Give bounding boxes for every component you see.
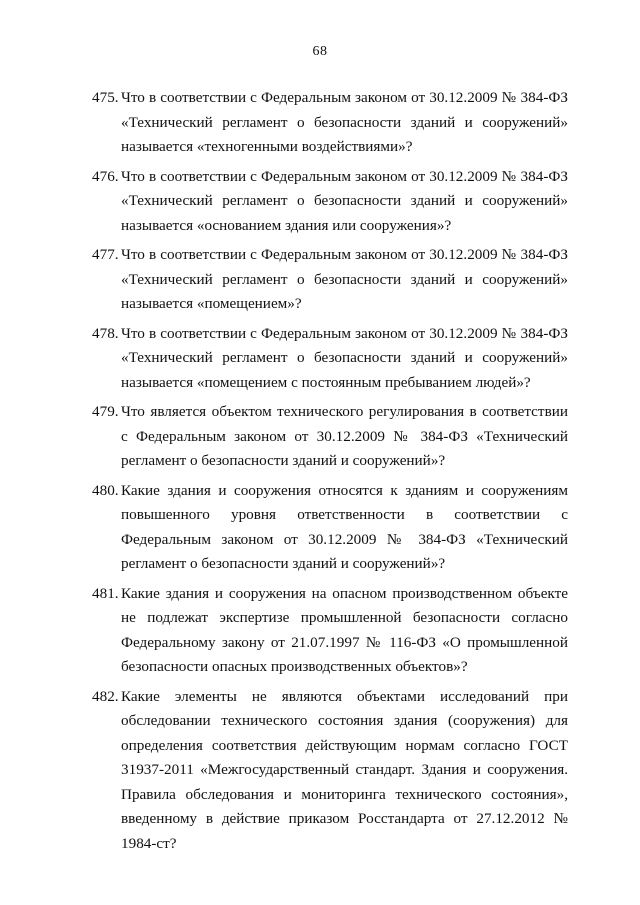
question-item <box>0 582 640 680</box>
question-text: Какие здания и сооружения относятся к зданиям и сооружениям повышенного уровня ответственности в соответствии с Федеральным законом от 30.12.2009 № 384-ФЗ «Технический регламент о безопасности зданий и сооружений»? <box>121 481 568 572</box>
question-text: Что в соответствии с Федеральным законом от 30.12.2009 № 384-ФЗ «Технический регламент о безопасности зданий и сооружений» называется «помещением с постоянным пребыванием людей»? <box>121 324 568 391</box>
question-list <box>0 86 640 861</box>
question-text: Какие здания и сооружения на опасном производственном объекте не подлежат экспертизе промышленной безопасности согласно Федеральному закону от 21.07.1997 № 116-ФЗ «О промышленной безопасности опасных производственных объектов»? <box>121 584 568 675</box>
question-item <box>0 86 640 160</box>
question-item <box>0 243 640 317</box>
question-item <box>0 479 640 577</box>
question-number: 481. <box>92 584 119 602</box>
question-text: Что в соответствии с Федеральным законом от 30.12.2009 № 384-ФЗ «Технический регламент о безопасности зданий и сооружений» называется «основанием здания или сооружения»? <box>121 167 568 234</box>
page-number: 68 <box>312 44 328 59</box>
question-number: 479. <box>92 403 119 420</box>
question-item <box>0 165 640 239</box>
question-text: Какие элементы не являются объектами исследований при обследовании технического состояния здания (сооружения) для определения соответствия действующим нормам согласно ГОСТ 31937-2011 «Межгосударственный стандарт. Здания и сооружения. Правила обследования и мониторинга технического состояния», введенному в действие приказом Росстандарта от 27.12.2012 № 1984-ст? <box>121 687 568 852</box>
question-text: Что в соответствии с Федеральным законом от 30.12.2009 № 384-ФЗ «Технический регламент о безопасности зданий и сооружений» называется «помещением»? <box>121 246 568 312</box>
question-text: Что является объектом технического регулирования в соответствии с Федеральным законом от 30.12.2009 № 384-ФЗ «Технический регламент о безопасности зданий и сооружений»? <box>121 403 568 469</box>
question-number: 478. <box>92 324 119 342</box>
question-number: 476. <box>92 167 119 185</box>
question-number: 480. <box>92 481 119 499</box>
question-number: 475. <box>92 89 119 106</box>
question-item <box>0 685 640 857</box>
question-item <box>0 322 640 396</box>
question-number: 477. <box>92 246 119 263</box>
question-item <box>0 400 640 474</box>
question-text: Что в соответствии с Федеральным законом от 30.12.2009 № 384-ФЗ «Технический регламент о безопасности зданий и сооружений» называется «техногенными воздействиями»? <box>121 89 568 155</box>
question-number: 482. <box>92 687 119 705</box>
